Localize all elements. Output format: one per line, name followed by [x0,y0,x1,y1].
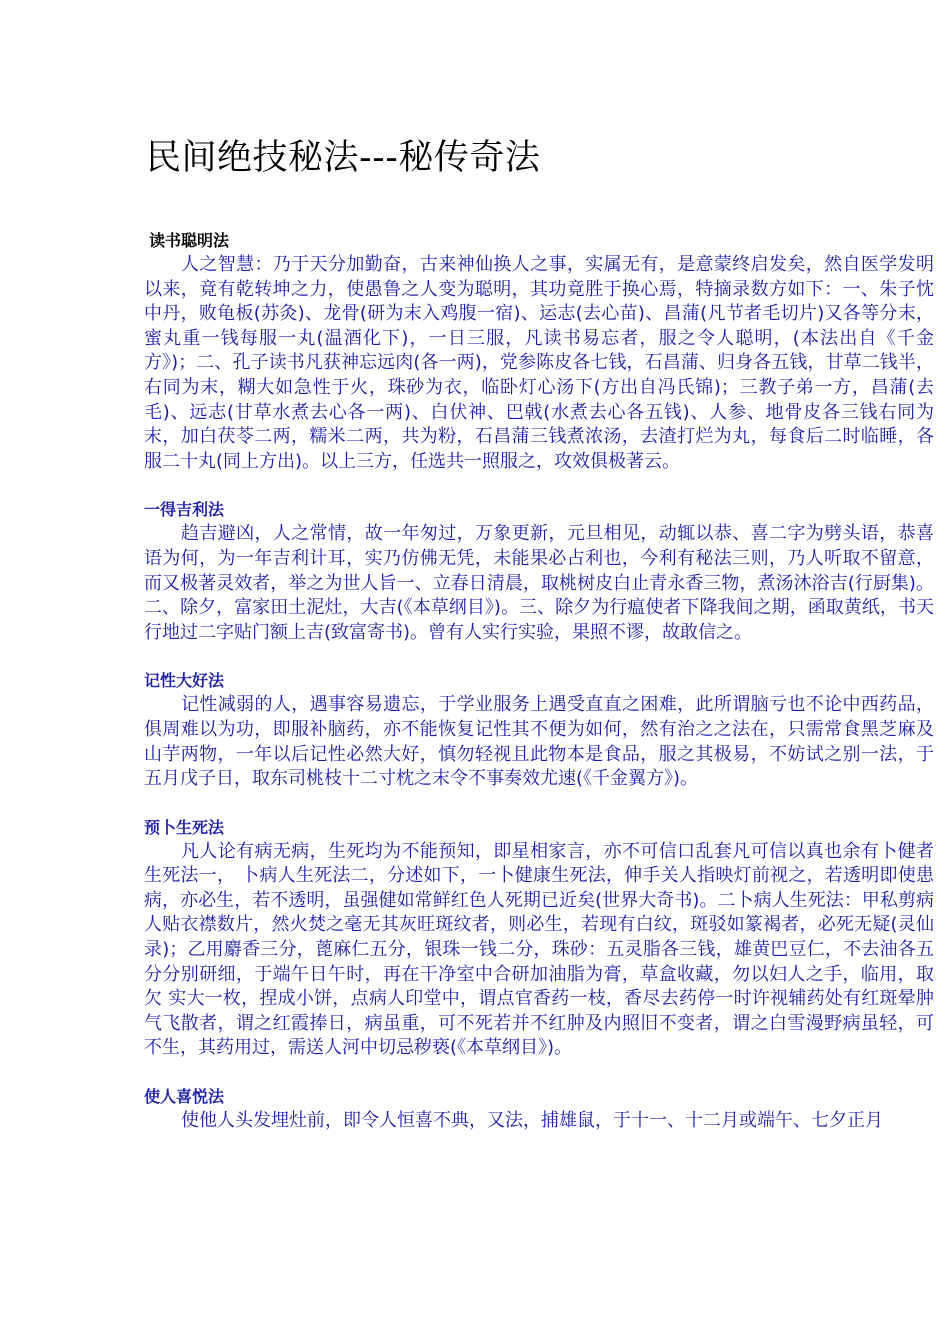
section-heading: 预卜生死法 [144,817,225,837]
section-heading: 读书聪明法 [149,231,230,250]
section-good-luck [144,498,934,645]
section-make-happy [144,1085,934,1134]
section-paragraph: 趋吉避凶，人之常情，故一年匆过，万象更新，元旦相见，动辄以恭、喜二字为劈头语，恭喜语为何，为一年吉利计耳，实乃仿佛无凭，未能果必占利也，今利有秘法三则，乃人听取不留意，而又极著灵效者，举之为世人旨一、立春日清晨，取桃树皮白止青永香三物，煮汤沐浴吉(行厨集)。二、除夕，富家田土泥灶，大吉(《本草纲目》)。三、除夕为行瘟使者下降我间之期，函取黄纸，书天行地过二字贴门额上吉(致富寄书)。曾有人实行实验，果照不谬，故敢信之。 [144,523,934,643]
section-heading: 记性大好法 [144,671,225,691]
section-good-memory [144,669,934,791]
section-paragraph: 人之智慧：乃于天分加勤奋，古来神仙换人之事，实属无有，是意蒙终启发矣，然自医学发明以来，竟有乾转坤之力，使愚鲁之人变为聪明，其功竟胜于换心焉，特摘录数方如下：一、朱子忱中丹，败龟板(苏灸)、龙骨(研为末入鸡腹一宿)、运志(去心苗)、昌蒲(凡节者毛切片)又各等分末，蜜丸重一钱每服一丸(温酒化下)，一日三服，凡读书易忘者，服之令人聪明，(本法出自《千金方》)；二、孔子读书凡获神忘远肉(各一两)，党参陈皮各七钱，石昌蒲、归身各五钱，甘草二钱半，右同为末，糊大如急性于火，珠砂为衣，临卧灯心汤下(方出自冯氏锦)；三教子弟一方，昌蒲(去毛)、远志(甘草水煮去心各一两)、白伏神、巴戟(水煮去心各五钱)、人参、地骨皮各三钱右同为末，加白茯苓二两，糯米二两，共为粉，石昌蒲三钱煮浓汤，去渣打烂为丸，每食后二时临睡，各服二十丸(同上方出)。以上三方，任选共一照服之，攻效俱极著云。 [144,254,934,472]
section-reading-wisdom [144,229,934,474]
section-heading: 一得吉利法 [144,500,225,520]
section-predict-life-death [144,816,934,1061]
section-paragraph: 使他人头发埋灶前，即令人恒喜不典，又法，捕雄鼠，于十一、十二月或端午、七夕正月 [181,1110,883,1132]
page-title: 民间绝技秘法---秘传奇法 [146,138,541,178]
section-paragraph: 凡人论有病无病，生死均为不能预知，即星相家言，亦不可信口乱套凡可信以真也余有卜健者生死法一， 卜病人生死法二，分述如下，一卜健康生死法，伸手关人指映灯前视之，若透明即使患病，亦必生，若不透明，虽强健如常鲜红色人死期已近矣(世界大奇书)。二卜病人生死法：甲私剪病人贴衣襟数片，然火焚之毫无其灰旺斑纹者，则必生，若现有白纹，斑驳如篆褐者，必死无疑(灵仙录)；乙用麝香三分，蓖麻仁五分，银珠一钱二分，珠砂：五灵脂各三钱，雄黄巴豆仁，不去油各五分分别研细，于端午日午时，再在干净室中合研加油脂为膏，草盒收藏，勿以妇人之手，临用，取欠 实大一枚，捏成小饼，点病人印堂中，谓点官香药一枝，香尽去药停一时许视辅药处有红斑晕肿气飞散者，谓之红霞捧日，病虽重，可不死若并不红肿及内照旧不变者，谓之白雪漫野病虽轻，可不生，其药用过，需送人河中切忌秽亵(《本草纲目》)。 [144,840,934,1059]
section-heading: 使人喜悦法 [144,1087,225,1107]
section-paragraph: 记性减弱的人，遇事容易遗忘，于学业服务上遇受直直之困难，此所谓脑亏也不论中西药品，俱周难以为功，即服补脑药，亦不能恢复记性其不便为如何，然有治之之法在，只需常食黑芝麻及山芋两物，一年以后记性必然大好，慎勿轻视且此物本是食品，服之其极易，不妨试之别一法，于五月戊子日，取东司桃枝十二寸枕之末令不事奏效尤速(《千金翼方》)。 [144,694,934,790]
document-body [144,229,934,1134]
